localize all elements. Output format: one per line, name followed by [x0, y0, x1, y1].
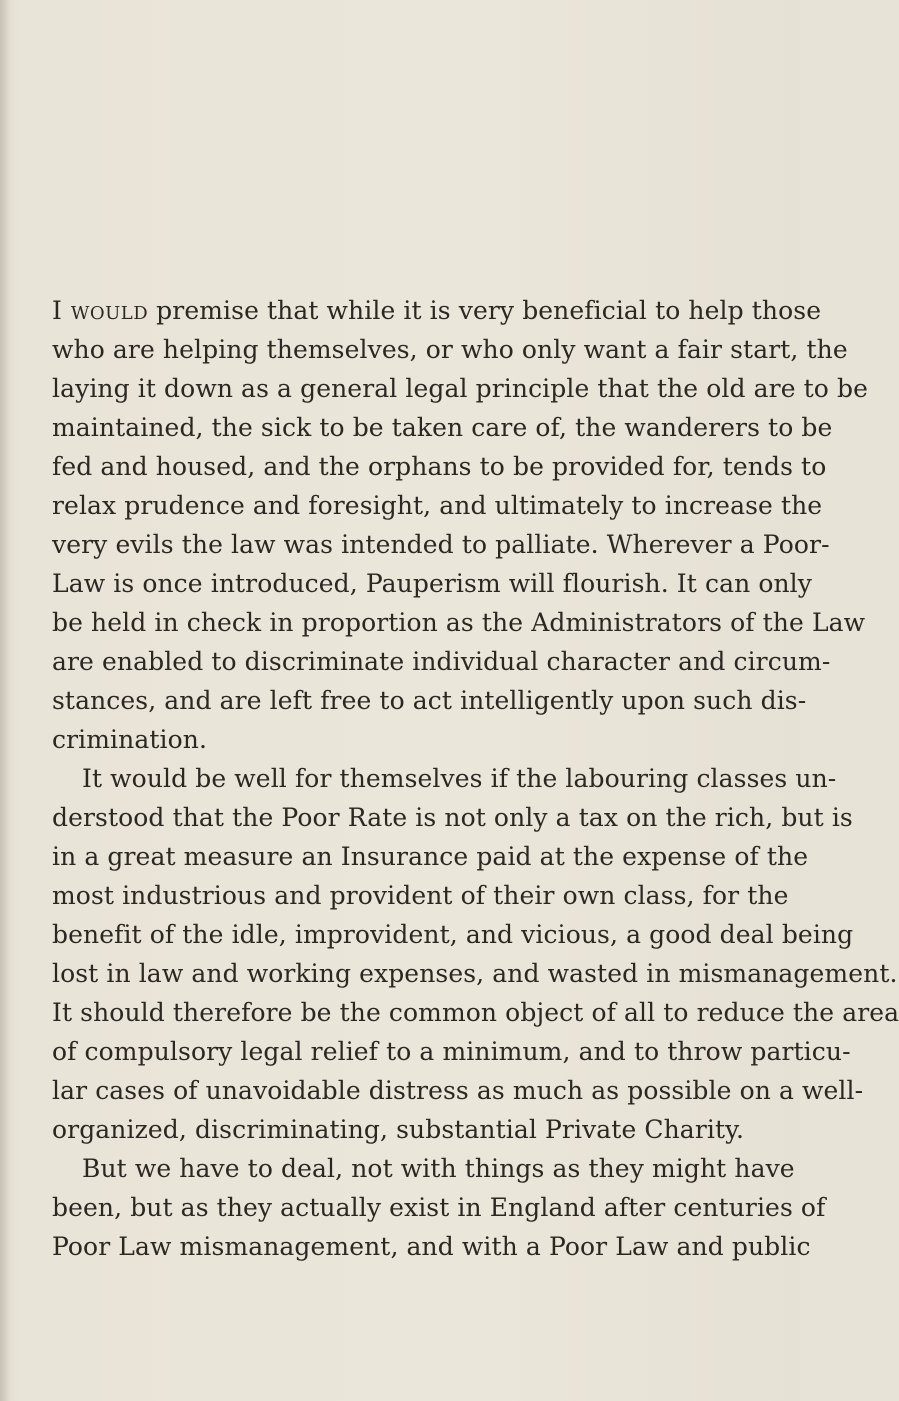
paragraph-2	[52, 759, 899, 1149]
lead-word: I would	[52, 296, 149, 325]
paragraph-line: fed and housed, and the orphans to be provided for, tends to	[52, 452, 827, 481]
paragraph-line: I would premise that while it is very beneficial to help those	[52, 296, 822, 325]
paragraph-line: Law is once introduced, Pauperism will flourish. It can only	[52, 569, 812, 598]
paragraph-line: been, but as they actually exist in England after centuries of	[52, 1193, 826, 1222]
paragraph-line: It should therefore be the common object of all to reduce the area	[52, 998, 899, 1027]
paragraph-line: who are helping themselves, or who only want a fair start, the	[52, 335, 848, 364]
paragraph-line: stances, and are left free to act intelligently upon such dis-	[52, 686, 807, 715]
paragraph-line: It would be well for themselves if the labouring classes un-	[82, 764, 837, 793]
paragraph-line: lost in law and working expenses, and wasted in mismanagement.	[52, 959, 898, 988]
paragraph-line: laying it down as a general legal principle that the old are to be	[52, 374, 868, 403]
paragraph-line: relax prudence and foresight, and ultimately to increase the	[52, 491, 823, 520]
paragraph-line: in a great measure an Insurance paid at the expense of the	[52, 842, 809, 871]
paragraph-line: But we have to deal, not with things as they might have	[82, 1154, 795, 1183]
paragraph-line: derstood that the Poor Rate is not only a tax on the rich, but is	[52, 803, 853, 832]
paragraph-line: organized, discriminating, substantial Private Charity.	[52, 1115, 745, 1144]
paragraph-1	[52, 291, 868, 759]
paragraph-line: are enabled to discriminate individual character and circum-	[52, 647, 831, 676]
paragraph-3	[52, 1149, 826, 1266]
paragraph-line: of compulsory legal relief to a minimum, and to throw particu-	[52, 1037, 851, 1066]
paragraph-line: very evils the law was intended to palliate. Wherever a Poor-	[52, 530, 830, 559]
paragraph-line: crimination.	[52, 725, 207, 754]
paragraph-line: most industrious and provident of their own class, for the	[52, 881, 789, 910]
paragraph-line: maintained, the sick to be taken care of, the wanderers to be	[52, 413, 833, 442]
paragraph-line: be held in check in proportion as the Administrators of the Law	[52, 608, 866, 637]
paragraph-line: Poor Law mismanagement, and with a Poor Law and public	[52, 1232, 811, 1261]
paragraph-line: lar cases of unavoidable distress as much as possible on a well-	[52, 1076, 864, 1105]
paragraph-line: benefit of the idle, improvident, and vicious, a good deal being	[52, 920, 854, 949]
body-text	[52, 291, 899, 1266]
gutter-shadow	[0, 0, 10, 1401]
